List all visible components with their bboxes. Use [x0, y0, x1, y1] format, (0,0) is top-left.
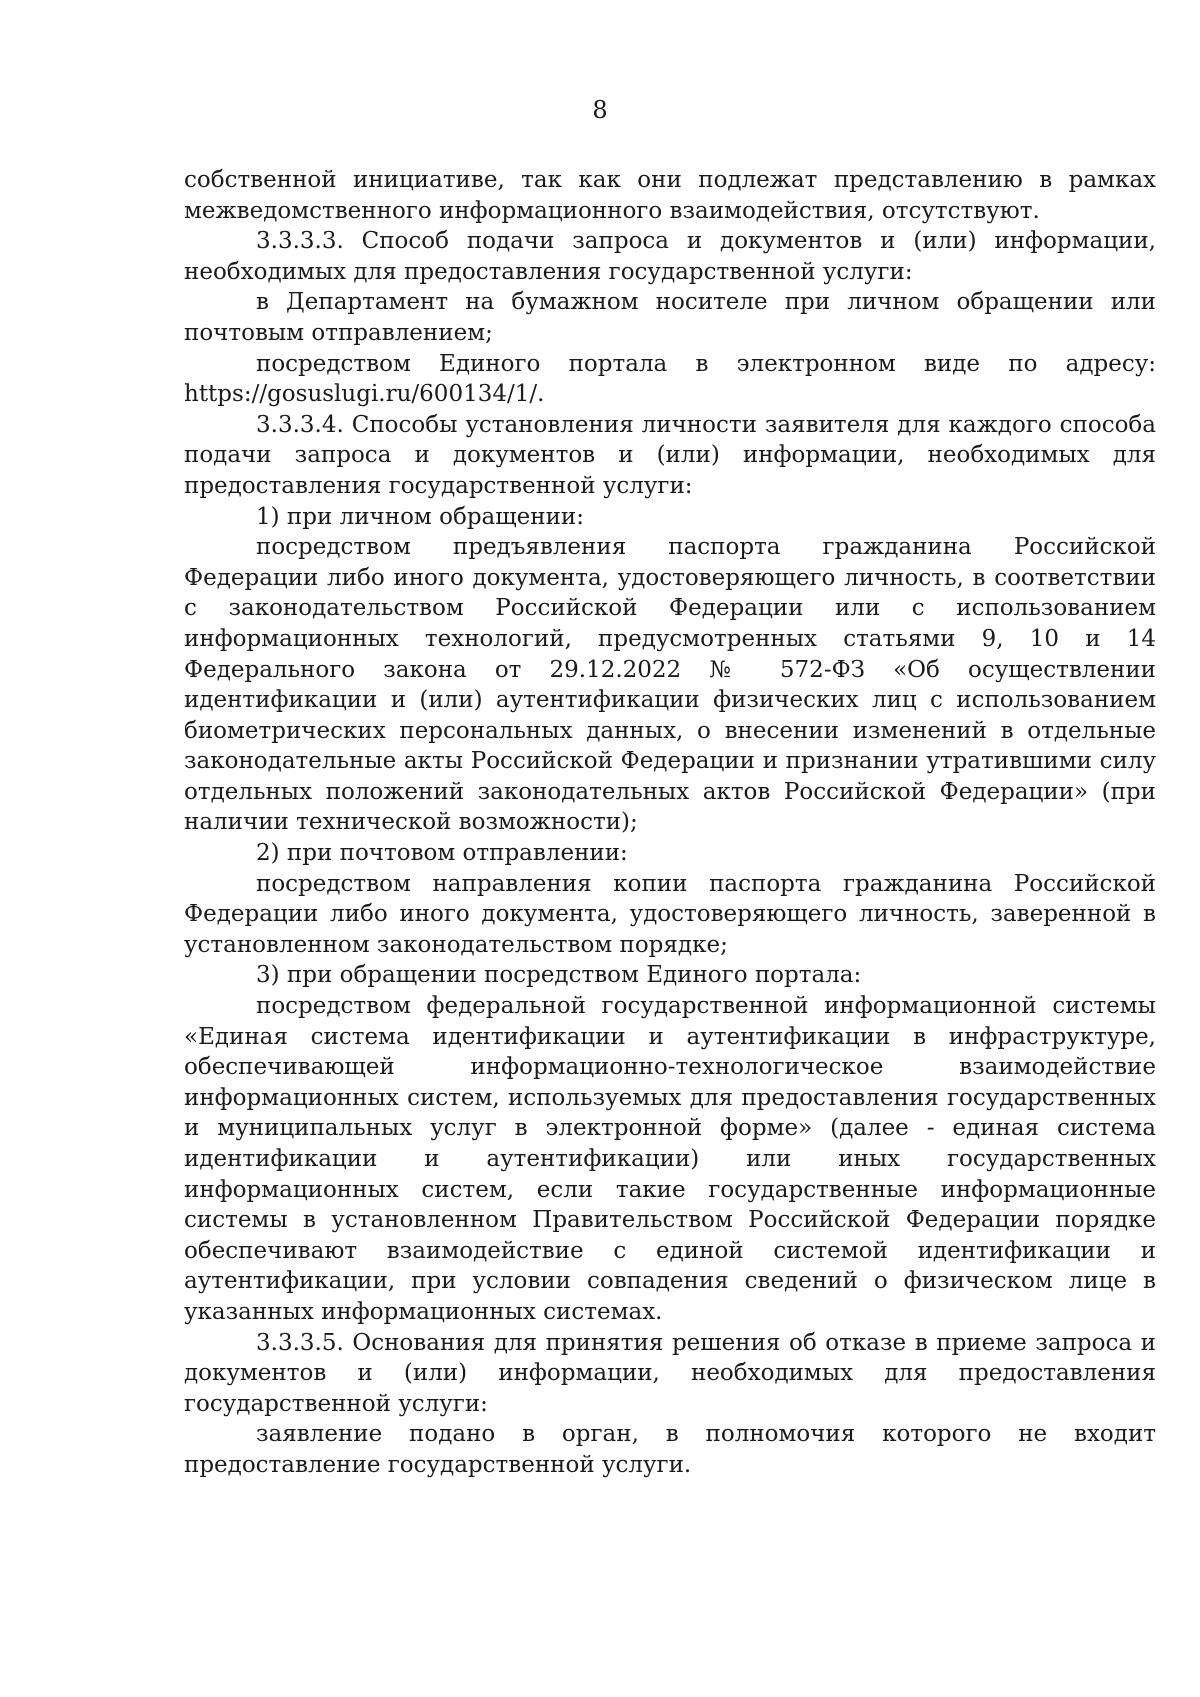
page-number: 8	[592, 96, 608, 124]
paragraph-esia: посредством федеральной государственной информационной системы «Единая система идентификации и аутентификации в инфраструктуре, обеспечивающей информационно-технологическое взаимодействие информационных систем, используемых для предоставления государственных и муниципальных услуг в электронной форме» (далее - единая система идентификации и аутентификации) или иных государственных информационных систем, если такие государственные информационные системы в установленном Правительством Российской Федерации порядке обеспечивают взаимодействие с единой системой идентификации и аутентификации, при условии совпадения сведений о физическом лице в указанных информационных системах.	[184, 993, 1156, 1325]
paragraph-portal-electronic: посредством Единого портала в электронном виде по адресу: https://gosuslugi.ru/600134/1/.	[184, 350, 1156, 408]
paragraph-refusal-reason: заявление подано в орган, в полномочия которого не входит предоставление государственной услуги.	[184, 1421, 1156, 1478]
paragraph-3-3-3-3: 3.3.3.3. Способ подачи запроса и документов и (или) информации, необходимых для предоставления государственной услуги:	[184, 228, 1156, 285]
document-body	[184, 165, 1156, 1481]
paragraph-department-paper: в Департамент на бумажном носителе при личном обращении или почтовым отправлением;	[184, 289, 1156, 346]
paragraph-3-3-3-5: 3.3.3.5. Основания для принятия решения об отказе в приеме запроса и документов и (или) информации, необходимых для предоставления государственной услуги:	[184, 1329, 1156, 1417]
list-item-portal: 3) при обращении посредством Единого портала:	[256, 962, 862, 989]
paragraph-passport-presentation: посредством предъявления паспорта гражданина Российской Федерации либо иного документа, удостоверяющего личность, в соответствии с законодательством Российской Федерации или с использованием информационных технологий, предусмотренных статьями 9, 10 и 14 Федерального закона от 29.12.2022 № 572-ФЗ «Об осуществлении идентификации и (или) аутентификации физических лиц с использованием биометрических персональных данных, о внесении изменений в отдельные законодательные акты Российской Федерации и признании утратившими силу отдельных положений законодательных актов Российской Федерации» (при наличии технической возможности);	[184, 534, 1156, 836]
paragraph-3-3-3-4: 3.3.3.4. Способы установления личности заявителя для каждого способа подачи запроса и документов и (или) информации, необходимых для предоставления государственной услуги:	[184, 411, 1156, 499]
paragraph-continuation: собственной инициативе, так как они подлежат представлению в рамках межведомственного информационного взаимодействия, отсутствуют.	[184, 167, 1156, 224]
list-item-personal-visit: 1) при личном обращении:	[256, 503, 584, 530]
list-item-postal: 2) при почтовом отправлении:	[256, 840, 628, 867]
paragraph-passport-copy: посредством направления копии паспорта гражданина Российской Федерации либо иного документа, удостоверяющего личность, заверенной в установленном законодательством порядке;	[184, 870, 1156, 958]
